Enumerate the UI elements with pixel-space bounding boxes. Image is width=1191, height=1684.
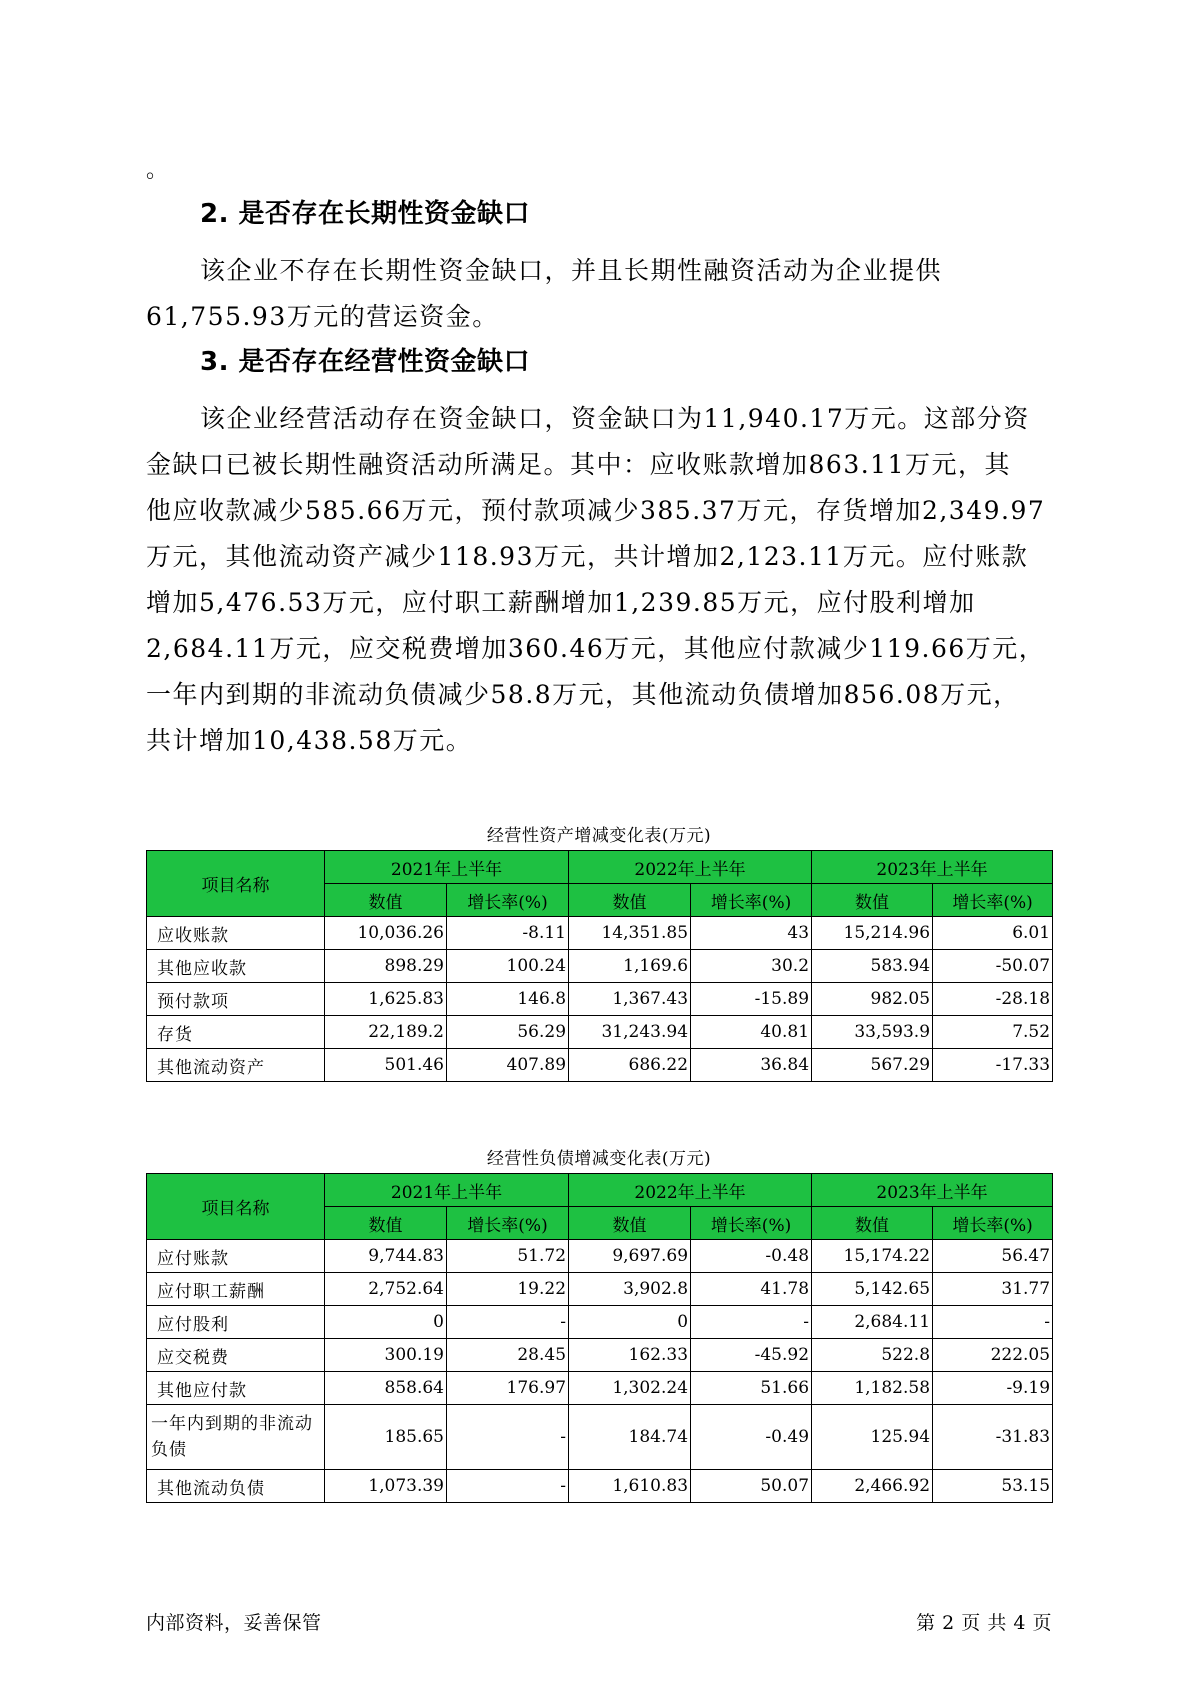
section-2-paragraph: [146, 248, 1046, 340]
leading-mark: 。: [146, 158, 169, 183]
value-cell: 858.64: [325, 1372, 447, 1405]
operating-liabilities-table: [146, 1173, 1053, 1503]
row-label-cell: 应收账款: [147, 917, 325, 950]
growth-rate-cell: 50.07: [691, 1470, 812, 1503]
value-cell: 898.29: [325, 950, 447, 983]
growth-rate-cell: -: [447, 1306, 569, 1339]
value-cell: 31,243.94: [569, 1016, 691, 1049]
growth-rate-cell: 53.15: [933, 1470, 1053, 1503]
value-cell: 1,169.6: [569, 950, 691, 983]
table-row: [147, 1372, 1053, 1405]
value-cell: 1,302.24: [569, 1372, 691, 1405]
value-cell: 2,684.11: [812, 1306, 933, 1339]
paragraph-line: 一年内到期的非流动负债减少58.8万元，其他流动负债增加856.08万元，: [146, 680, 1020, 709]
value-cell: 1,367.43: [569, 983, 691, 1016]
growth-rate-cell: 51.72: [447, 1240, 569, 1273]
header-item-name: 项目名称: [147, 851, 325, 917]
value-cell: 982.05: [812, 983, 933, 1016]
growth-rate-cell: -8.11: [447, 917, 569, 950]
section-3-paragraph: [146, 396, 1046, 764]
header-period: 2023年上半年: [812, 851, 1053, 884]
paragraph-line: 金缺口已被长期性融资活动所满足。其中：应收账款增加863.11万元，其: [146, 450, 1011, 479]
growth-rate-cell: -: [691, 1306, 812, 1339]
table-row: [147, 1339, 1053, 1372]
value-cell: 1,073.39: [325, 1470, 447, 1503]
value-cell: 2,752.64: [325, 1273, 447, 1306]
value-cell: 5,142.65: [812, 1273, 933, 1306]
growth-rate-cell: 40.81: [691, 1016, 812, 1049]
paragraph-line: 61,755.93万元的营运资金。: [146, 302, 499, 331]
table-body: [147, 917, 1053, 1082]
value-cell: 3,902.8: [569, 1273, 691, 1306]
growth-rate-cell: -45.92: [691, 1339, 812, 1372]
value-cell: 15,174.22: [812, 1240, 933, 1273]
growth-rate-cell: 7.52: [933, 1016, 1053, 1049]
value-cell: 522.8: [812, 1339, 933, 1372]
value-cell: 2,466.92: [812, 1470, 933, 1503]
growth-rate-cell: -: [933, 1306, 1053, 1339]
growth-rate-cell: 28.45: [447, 1339, 569, 1372]
operating-assets-table: [146, 850, 1053, 1082]
growth-rate-cell: -28.18: [933, 983, 1053, 1016]
row-label-cell: 其他应付款: [147, 1372, 325, 1405]
growth-rate-cell: 43: [691, 917, 812, 950]
paragraph-line: 增加5,476.53万元，应付职工薪酬增加1,239.85万元，应付股利增加: [146, 588, 976, 617]
header-growth: 增长率(%): [691, 884, 812, 917]
row-label-cell: 其他应收款: [147, 950, 325, 983]
growth-rate-cell: 146.8: [447, 983, 569, 1016]
header-growth: 增长率(%): [447, 884, 569, 917]
growth-rate-cell: 36.84: [691, 1049, 812, 1082]
growth-rate-cell: -9.19: [933, 1372, 1053, 1405]
growth-rate-cell: -: [447, 1470, 569, 1503]
table-row: [147, 983, 1053, 1016]
value-cell: 9,744.83: [325, 1240, 447, 1273]
header-growth: 增长率(%): [933, 884, 1053, 917]
table-row: [147, 1240, 1053, 1273]
value-cell: 125.94: [812, 1405, 933, 1470]
header-item-name: 项目名称: [147, 1174, 325, 1240]
paragraph-line: 2,684.11万元，应交税费增加360.46万元，其他应付款减少119.66万元，: [146, 634, 1046, 663]
row-label-cell: 存货: [147, 1016, 325, 1049]
value-cell: 1,610.83: [569, 1470, 691, 1503]
value-cell: 162.33: [569, 1339, 691, 1372]
growth-rate-cell: -31.83: [933, 1405, 1053, 1470]
header-period: 2021年上半年: [325, 851, 569, 884]
header-growth: 增长率(%): [691, 1207, 812, 1240]
value-cell: 567.29: [812, 1049, 933, 1082]
table-2-caption: 经营性负债增减变化表(万元): [486, 1149, 712, 1169]
row-label-cell: 其他流动资产: [147, 1049, 325, 1082]
header-value: 数值: [812, 884, 933, 917]
table-row: [147, 1405, 1053, 1470]
growth-rate-cell: 30.2: [691, 950, 812, 983]
section-2-heading: 2. 是否存在长期性资金缺口: [200, 199, 531, 229]
row-label-cell: 应付职工薪酬: [147, 1273, 325, 1306]
header-growth: 增长率(%): [447, 1207, 569, 1240]
header-value: 数值: [812, 1207, 933, 1240]
value-cell: 1,625.83: [325, 983, 447, 1016]
table-row: [147, 1016, 1053, 1049]
row-label-cell: 其他流动负债: [147, 1470, 325, 1503]
value-cell: 9,697.69: [569, 1240, 691, 1273]
table-body: [147, 1240, 1053, 1503]
paragraph-line: 该企业不存在长期性资金缺口，并且长期性融资活动为企业提供: [200, 256, 943, 285]
growth-rate-cell: -0.48: [691, 1240, 812, 1273]
growth-rate-cell: -50.07: [933, 950, 1053, 983]
table-row: [147, 1470, 1053, 1503]
header-period: 2021年上半年: [325, 1174, 569, 1207]
value-cell: 583.94: [812, 950, 933, 983]
value-cell: 300.19: [325, 1339, 447, 1372]
row-label-cell: 预付款项: [147, 983, 325, 1016]
header-value: 数值: [569, 1207, 691, 1240]
table-row: [147, 1273, 1053, 1306]
value-cell: 686.22: [569, 1049, 691, 1082]
value-cell: 501.46: [325, 1049, 447, 1082]
paragraph-line: 共计增加10,438.58万元。: [146, 726, 473, 755]
table-row: [147, 917, 1053, 950]
row-label-cell: 应付账款: [147, 1240, 325, 1273]
value-cell: 33,593.9: [812, 1016, 933, 1049]
row-label-cell: 应付股利: [147, 1306, 325, 1339]
header-period: 2022年上半年: [569, 1174, 812, 1207]
value-cell: 0: [325, 1306, 447, 1339]
row-label-cell: 一年内到期的非流动负债: [147, 1405, 325, 1470]
growth-rate-cell: 51.66: [691, 1372, 812, 1405]
value-cell: 185.65: [325, 1405, 447, 1470]
value-cell: 10,036.26: [325, 917, 447, 950]
value-cell: 14,351.85: [569, 917, 691, 950]
growth-rate-cell: 41.78: [691, 1273, 812, 1306]
header-growth: 增长率(%): [933, 1207, 1053, 1240]
paragraph-line: 他应收款减少585.66万元，预付款项减少385.37万元，存货增加2,349.97: [146, 496, 1046, 525]
header-value: 数值: [569, 884, 691, 917]
section-3-heading: 3. 是否存在经营性资金缺口: [200, 347, 531, 377]
growth-rate-cell: -15.89: [691, 983, 812, 1016]
growth-rate-cell: 100.24: [447, 950, 569, 983]
growth-rate-cell: 407.89: [447, 1049, 569, 1082]
value-cell: 0: [569, 1306, 691, 1339]
growth-rate-cell: 19.22: [447, 1273, 569, 1306]
paragraph-line: 万元，其他流动资产减少118.93万元，共计增加2,123.11万元。应付账款: [146, 542, 1029, 571]
footer-page-number: 第 2 页 共 4 页: [916, 1612, 1052, 1634]
growth-rate-cell: 56.47: [933, 1240, 1053, 1273]
header-value: 数值: [325, 884, 447, 917]
growth-rate-cell: 56.29: [447, 1016, 569, 1049]
header-value: 数值: [325, 1207, 447, 1240]
growth-rate-cell: 31.77: [933, 1273, 1053, 1306]
value-cell: 184.74: [569, 1405, 691, 1470]
table-row: [147, 1306, 1053, 1339]
growth-rate-cell: -0.49: [691, 1405, 812, 1470]
growth-rate-cell: -17.33: [933, 1049, 1053, 1082]
row-label-cell: 应交税费: [147, 1339, 325, 1372]
footer-confidential-note: 内部资料，妥善保管: [146, 1612, 322, 1634]
value-cell: 15,214.96: [812, 917, 933, 950]
table-row: [147, 950, 1053, 983]
growth-rate-cell: -: [447, 1405, 569, 1470]
table-row: [147, 1049, 1053, 1082]
paragraph-line: 该企业经营活动存在资金缺口，资金缺口为11,940.17万元。这部分资: [200, 404, 1030, 433]
header-period: 2022年上半年: [569, 851, 812, 884]
table-1-caption: 经营性资产增减变化表(万元): [486, 826, 712, 846]
growth-rate-cell: 222.05: [933, 1339, 1053, 1372]
header-period: 2023年上半年: [812, 1174, 1053, 1207]
growth-rate-cell: 176.97: [447, 1372, 569, 1405]
value-cell: 1,182.58: [812, 1372, 933, 1405]
value-cell: 22,189.2: [325, 1016, 447, 1049]
growth-rate-cell: 6.01: [933, 917, 1053, 950]
